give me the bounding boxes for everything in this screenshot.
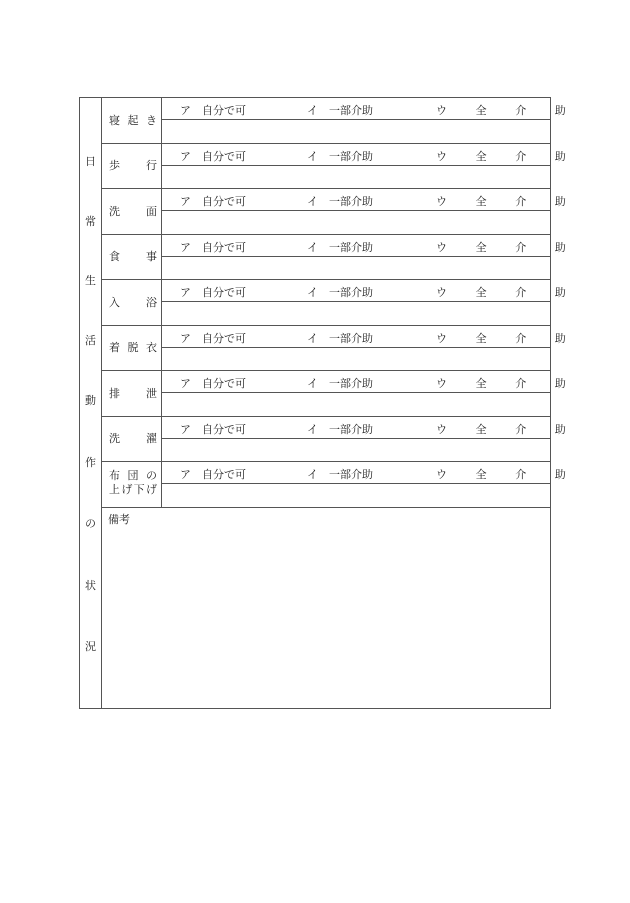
notes-field[interactable] xyxy=(162,166,550,189)
option-self[interactable]: ア 自分で可 xyxy=(180,423,246,436)
option-self[interactable]: ア 自分で可 xyxy=(180,195,246,208)
option-partial-assist[interactable]: イ 一部介助 xyxy=(307,377,373,390)
option-self[interactable]: ア 自分で可 xyxy=(180,377,246,390)
notes-field[interactable] xyxy=(162,439,550,462)
activity-label-text: 歩行 xyxy=(109,159,157,172)
options-row xyxy=(162,462,575,484)
activity-label-text: 排泄 xyxy=(109,386,157,400)
remarks-label: 備考 xyxy=(108,513,130,526)
option-self[interactable]: ア 自分で可 xyxy=(180,241,246,254)
option-full-assist[interactable]: ウ 全 介 助 xyxy=(436,377,575,390)
notes-field[interactable] xyxy=(162,211,550,235)
options-row xyxy=(162,235,575,257)
activity-label-text: 布団の xyxy=(109,469,157,482)
option-full-assist[interactable]: ウ 全 介 助 xyxy=(436,150,575,163)
options-row xyxy=(162,144,575,166)
options-row xyxy=(162,98,575,120)
activity-label-text: 洗面 xyxy=(109,204,157,218)
daily-living-form xyxy=(79,97,575,709)
option-partial-assist[interactable]: イ 一部介助 xyxy=(307,150,373,163)
activity-label-text: 上げ下げ xyxy=(109,483,157,496)
section-title-char: 活 xyxy=(85,334,96,347)
option-partial-assist[interactable]: イ 一部介助 xyxy=(307,468,373,481)
option-full-assist[interactable]: ウ 全 介 助 xyxy=(436,332,575,345)
option-partial-assist[interactable]: イ 一部介助 xyxy=(307,286,373,299)
options-row xyxy=(162,371,575,393)
options-row xyxy=(162,280,575,302)
notes-field[interactable] xyxy=(162,120,550,144)
activity-label xyxy=(102,235,162,280)
activity-label xyxy=(102,280,162,326)
section-title-char: 作 xyxy=(85,456,96,469)
section-title-char: 況 xyxy=(85,640,96,653)
activity-label xyxy=(102,371,162,417)
activity-label-text: 食事 xyxy=(109,250,157,263)
notes-field[interactable] xyxy=(162,257,550,280)
activity-label xyxy=(102,417,162,462)
activity-label xyxy=(102,189,162,235)
activity-label-text: 入浴 xyxy=(109,295,157,309)
options-row xyxy=(162,326,575,348)
option-partial-assist[interactable]: イ 一部介助 xyxy=(307,195,373,208)
section-title-char: 動 xyxy=(85,394,96,407)
notes-field[interactable] xyxy=(162,302,550,326)
option-partial-assist[interactable]: イ 一部介助 xyxy=(307,104,373,117)
section-title-char: 生 xyxy=(85,274,96,287)
option-full-assist[interactable]: ウ 全 介 助 xyxy=(436,468,575,481)
notes-field[interactable] xyxy=(162,348,550,371)
option-partial-assist[interactable]: イ 一部介助 xyxy=(307,241,373,254)
option-self[interactable]: ア 自分で可 xyxy=(180,150,246,163)
activity-label xyxy=(102,462,162,508)
activity-label xyxy=(102,144,162,189)
option-self[interactable]: ア 自分で可 xyxy=(180,104,246,117)
option-partial-assist[interactable]: イ 一部介助 xyxy=(307,332,373,345)
option-full-assist[interactable]: ウ 全 介 助 xyxy=(436,241,575,254)
option-partial-assist[interactable]: イ 一部介助 xyxy=(307,423,373,436)
section-title-char: 常 xyxy=(85,215,96,228)
option-self[interactable]: ア 自分で可 xyxy=(180,468,246,481)
remarks-area[interactable] xyxy=(102,508,550,708)
notes-field[interactable] xyxy=(162,484,550,508)
option-self[interactable]: ア 自分で可 xyxy=(180,332,246,345)
option-full-assist[interactable]: ウ 全 介 助 xyxy=(436,286,575,299)
activity-label-text: 着脱衣 xyxy=(109,341,157,354)
section-title-char: の xyxy=(85,517,96,530)
option-full-assist[interactable]: ウ 全 介 助 xyxy=(436,195,575,208)
section-title xyxy=(80,98,102,708)
activity-label xyxy=(102,326,162,371)
activity-label xyxy=(102,98,162,144)
options-row xyxy=(162,417,575,439)
option-full-assist[interactable]: ウ 全 介 助 xyxy=(436,423,575,436)
option-full-assist[interactable]: ウ 全 介 助 xyxy=(436,104,575,117)
activity-label-text: 寝起き xyxy=(109,113,157,127)
options-row xyxy=(162,189,575,211)
section-title-char: 状 xyxy=(85,579,96,592)
section-title-char: 日 xyxy=(85,155,96,168)
option-self[interactable]: ア 自分で可 xyxy=(180,286,246,299)
notes-field[interactable] xyxy=(162,393,550,417)
activity-label-text: 洗濯 xyxy=(109,432,157,445)
